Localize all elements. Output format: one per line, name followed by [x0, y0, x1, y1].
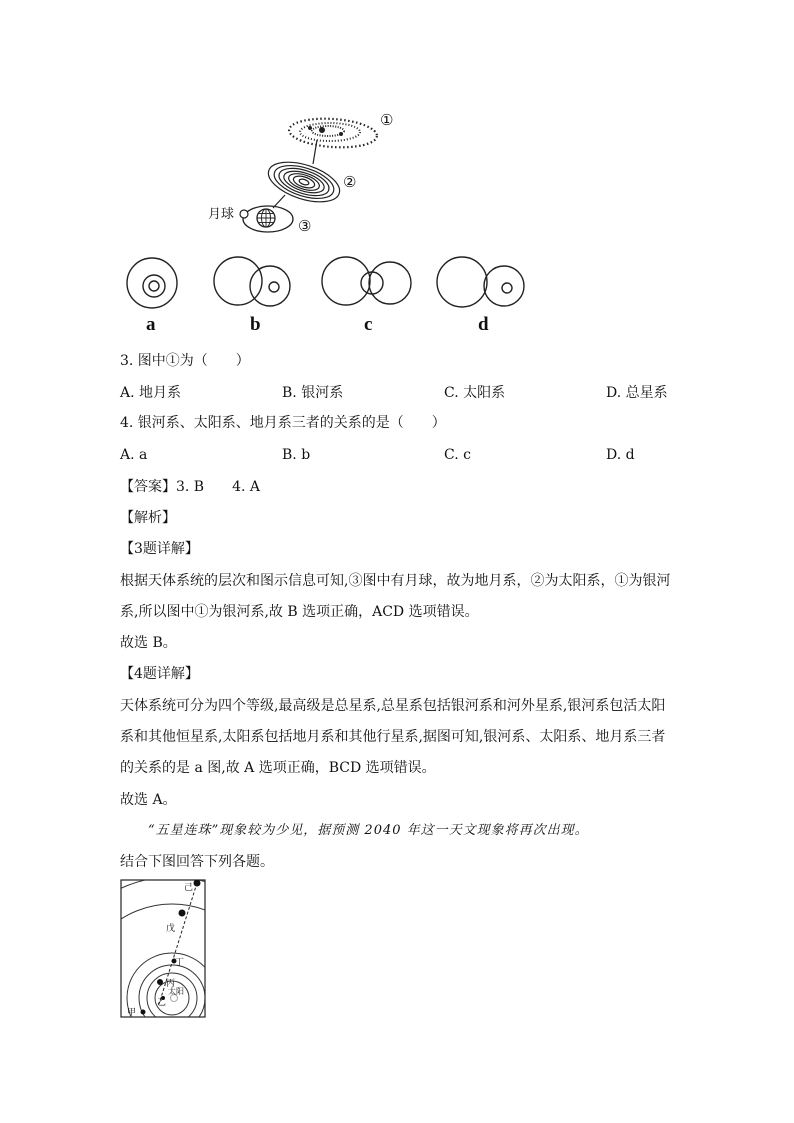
galaxy-label: ①: [380, 111, 394, 129]
q3-detail-line2: 系,所以图中①为银河系,故 B 选项正确，ACD 选项错误。: [120, 604, 479, 620]
circle-label-c: c: [364, 314, 373, 335]
q4-option-b: B. b: [282, 447, 311, 463]
label-sun: 太阳: [168, 987, 184, 996]
answer-line: [120, 477, 260, 497]
q3-option-c: C. 太阳系: [444, 385, 506, 401]
label-yi: 乙: [157, 998, 167, 1008]
circle-label-d: d: [478, 314, 489, 335]
circle-diagram-c: [322, 257, 411, 305]
planet-alignment-figure: [51, 877, 293, 1119]
q4-detail-line1: 天体系统可分为四个等级,最高级是总星系,总星系包括银河系和河外星系,银河系包活太阳: [120, 698, 666, 714]
q4-option-c: C. c: [444, 447, 471, 463]
q3-option-a: A. 地月系: [120, 385, 182, 401]
label-ding: 丁: [175, 958, 185, 968]
earth-moon-illustration: [240, 206, 293, 232]
label-jia: 甲: [127, 1008, 137, 1018]
figure-instruction: 结合下图回答下列各题。: [120, 854, 274, 870]
earth-moon-label: ③: [298, 217, 312, 235]
q3-stem: 3. 图中①为（ ）: [120, 353, 250, 369]
circle-diagram-b: [214, 257, 290, 306]
q4-conclusion: 故选 A。: [120, 792, 177, 808]
q3-detail-line1: 根据天体系统的层次和图示信息可知,③图中有月球，故为地月系，②为太阳系，①为银河: [120, 573, 671, 589]
solar-system-illustration: [264, 154, 345, 209]
connector-line: [313, 140, 317, 164]
circle-diagram-a: [127, 258, 177, 308]
galaxy-illustration: [288, 116, 378, 150]
q3-option-b: B. 银河系: [282, 385, 344, 401]
q4-stem: 4. 银河系、太阳系、地月系三者的关系的是（ ）: [120, 415, 446, 431]
circle-label-a: a: [146, 314, 156, 335]
q4-detail-heading: 【4题详解】: [120, 666, 199, 682]
q4-detail-line3: 的关系的是 a 图,故 A 选项正确，BCD 选项错误。: [120, 760, 436, 776]
five-planet-intro: “五星连珠”现象较为少见，据预测 2040 年这一天文现象将再次出现。: [148, 823, 589, 838]
answer-tag: 【答案】: [120, 479, 176, 495]
circle-label-b: b: [250, 314, 261, 335]
label-wu: 戊: [166, 924, 176, 934]
q3-conclusion: 故选 B。: [120, 635, 177, 651]
q4-detail-line2: 系和其他恒星系,太阳系包括地月系和其他行星系,据图可知,银河系、太阳系、地月系三者: [120, 729, 666, 745]
planet-bing: [157, 979, 163, 985]
q4-option-d: D. d: [606, 447, 635, 463]
label-bing: 丙: [166, 979, 176, 989]
q3-option-d: D. 总星系: [606, 385, 668, 401]
q4-option-a: A. a: [120, 447, 148, 463]
planet-jia: [141, 1010, 146, 1015]
circle-diagram-d: [437, 257, 524, 307]
moon-label: 月球: [208, 207, 235, 222]
label-ji: 己: [184, 883, 194, 893]
moon-icon: [240, 210, 248, 218]
analysis-tag: 【解析】: [120, 510, 176, 526]
planet-ji: [194, 880, 201, 887]
answer-text: 3. B 4. A: [176, 479, 261, 495]
planet-wu: [179, 910, 186, 917]
q3-detail-heading: 【3题详解】: [120, 541, 199, 557]
solar-system-label: ②: [343, 173, 357, 191]
